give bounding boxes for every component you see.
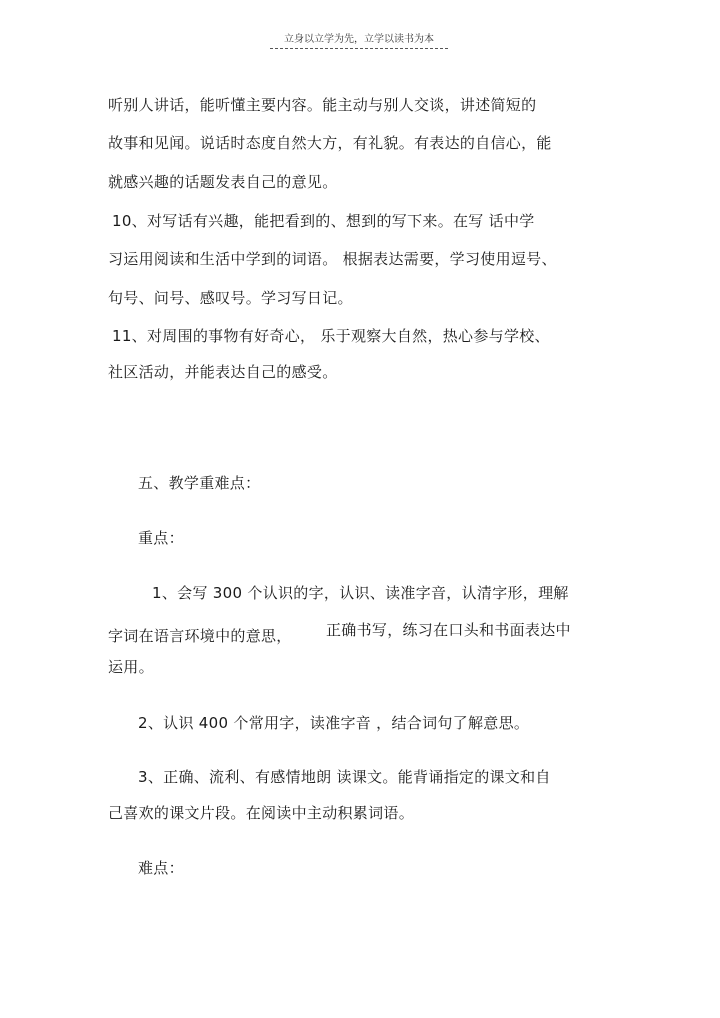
paragraph-line: 听别人讲话，能听懂主要内容。能主动与别人交谈，讲述简短的	[108, 96, 537, 114]
paragraph-line: 故事和见闻。说话时态度自然大方，有礼貌。有表达的自信心，能	[108, 134, 552, 152]
key-point-line: 正确书写，练习在口头和书面表达中	[326, 621, 571, 639]
key-point-line: 3、正确、流利、有感情地朗 读课文。能背诵指定的课文和自	[138, 768, 551, 786]
paragraph-line: 就感兴趣的话题发表自己的意见。	[108, 173, 338, 191]
page-header: 立身以立学为先，立学以读书为本	[270, 30, 448, 49]
key-points-label: 重点：	[138, 529, 184, 547]
paragraph-line: 10、对写话有兴趣，能把看到的、想到的写下来。在写 话中学	[112, 212, 535, 230]
key-point-line: 2、认识 400 个常用字，读准字音 ，结合词句了解意思。	[138, 714, 530, 732]
section-title: 五、教学重难点：	[138, 474, 261, 492]
paragraph-line: 社区活动，并能表达自己的感受。	[108, 363, 338, 381]
key-point-line: 己喜欢的课文片段。在阅读中主动积累词语。	[108, 804, 415, 822]
key-point-line: 1、会写 300 个认识的字，认识、读准字音，认清字形，理解	[152, 584, 569, 602]
paragraph-line: 11、对周围的事物有好奇心， 乐于观察大自然，热心参与学校、	[112, 327, 550, 345]
paragraph-line: 句号、问号、感叹号。学习写日记。	[108, 289, 353, 307]
paragraph-line: 习运用阅读和生活中学到的词语。 根据表达需要，学习使用逗号、	[108, 250, 557, 268]
key-point-line: 字词在语言环境中的意思，	[108, 627, 292, 645]
difficult-points-label: 难点：	[138, 859, 184, 877]
key-point-line: 运用。	[108, 658, 154, 676]
